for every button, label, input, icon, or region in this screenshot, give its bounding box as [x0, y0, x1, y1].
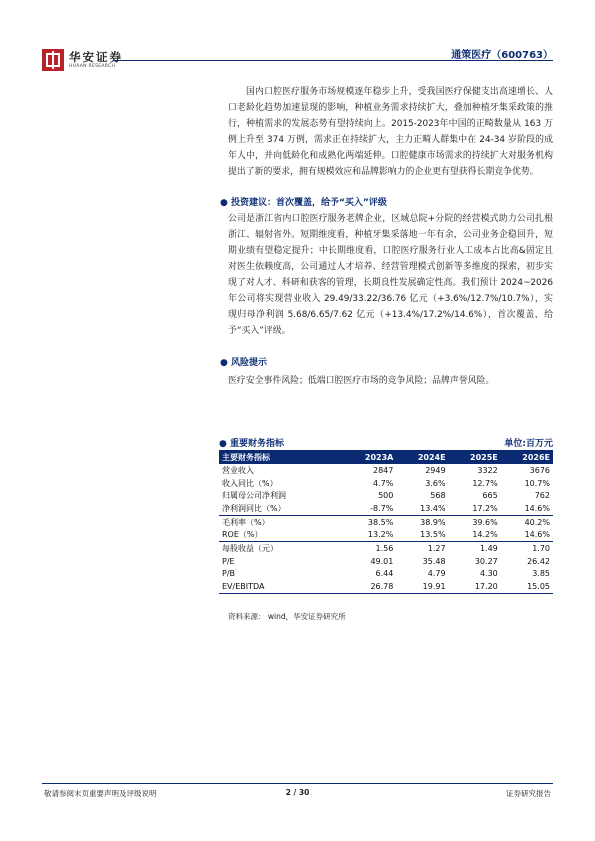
table-cell: 762 — [534, 491, 550, 501]
table-cell: 4.30 — [479, 569, 498, 579]
table-cell: 4.7% — [373, 478, 394, 488]
table-cell: 500 — [378, 491, 394, 501]
table-row — [219, 580, 553, 593]
table-cell: 15.05 — [501, 580, 553, 593]
risk-heading: ● 风险提示 — [220, 358, 268, 368]
table-cell: 19.91 — [396, 580, 448, 593]
table-row — [219, 528, 553, 541]
financial-table — [219, 450, 553, 594]
footer-divider — [42, 783, 553, 784]
advice-paragraph: 公司是浙江省内口腔医疗服务老牌企业，区域总院+分院的经营模式助力公司扎根浙江、辐射省外。短期维度看，种植牙集采落地一年有余，公司业务企稳回升，短期业绩有望稳定提升；中长期维度看，口腔医疗服务行业人工成本占比高&固定且对医生依赖度高，公司通过人才培养、经营管理模式创新等多维度的探索，初步实现了对人才、科研和获客的管理，长期良性发展确定性高。我们预计 2024~2026 年公司将实现营业收入 29.49/33.22/36.76 亿元（+3.6%/12.7%/10.7%），实现归母净利润 5.68/6.65/7.62 亿元（+13.4%/17.2%/14.6%），首次覆盖，给予“买入”评级。 — [228, 214, 553, 336]
table-header-row — [219, 450, 553, 464]
table-cell: 38.5% — [343, 515, 396, 528]
table-cell: 665 — [482, 491, 498, 501]
table-cell: 10.7% — [524, 478, 550, 488]
table-cell: 12.7% — [472, 478, 498, 488]
table-cell: 2949 — [425, 465, 446, 475]
logo-mark-icon — [42, 49, 64, 71]
header-divider — [113, 60, 553, 61]
risk-paragraph: 医疗安全事件风险；低端口腔医疗市场的竞争风险；品牌声誉风险。 — [228, 376, 495, 386]
table-row — [219, 515, 553, 528]
table-source: 资料来源： wind，华安证券研究所 — [228, 612, 346, 621]
table-cell: 49.01 — [370, 556, 394, 566]
table-cell: -8.7% — [370, 503, 394, 513]
row-label: 每股收益（元） — [219, 542, 343, 555]
table-cell: 14.2% — [472, 530, 498, 540]
table-header-cell: 2024E — [396, 450, 448, 464]
row-label: ROE（%） — [222, 530, 263, 540]
table-cell: 2847 — [372, 465, 394, 475]
footer-disclaimer: 敬请参阅末页重要声明及评级说明 — [44, 789, 157, 798]
table-cell: 13.2% — [367, 530, 394, 540]
table-cell: 6.44 — [375, 569, 394, 579]
table-row — [219, 502, 553, 515]
table-cell: 26.78 — [343, 580, 396, 593]
advice-heading-text: 投资建议：首次覆盖，给予“买入”评级 — [231, 198, 387, 208]
footer-doc-type: 证券研究报告 — [506, 789, 551, 798]
table-title: 重要财务指标 — [230, 439, 285, 449]
table-row — [219, 464, 553, 477]
table-cell: 4.79 — [427, 569, 446, 579]
table-header-cell: 2026E — [501, 450, 553, 464]
table-cell: 13.5% — [420, 530, 446, 540]
table-cell: 3.6% — [425, 478, 446, 488]
row-label: 收入同比（%） — [222, 478, 278, 488]
table-cell: 1.56 — [343, 542, 396, 555]
table-cell: 13.4% — [420, 503, 446, 513]
table-header-cell: 2023A — [343, 450, 396, 464]
table-heading: ● 重要财务指标 单位:百万元 — [219, 436, 553, 449]
table-row — [219, 489, 553, 502]
table-cell: 40.2% — [501, 515, 553, 528]
table-cell: 1.49 — [449, 542, 501, 555]
logo-english-name: HUAAN RESEARCH — [69, 63, 116, 69]
page-number: 2 / 30 — [285, 788, 310, 797]
row-label: 归属母公司净利润 — [222, 491, 286, 501]
table-cell: 17.2% — [472, 503, 498, 513]
table-cell: 3.85 — [532, 569, 550, 579]
table-cell: 568 — [430, 491, 446, 501]
table-cell: 38.9% — [396, 515, 448, 528]
table-cell: 35.48 — [422, 556, 446, 566]
industry-paragraph: 国内口腔医疗服务市场规模逐年稳步上升，受我国医疗保健支出高速增长、人口老龄化趋势加速显现的影响，种植业务需求持续扩大，叠加种植牙集采政策的推行，种植需求的发展态势有望持续向上。2015-2023年中国的正畸数量从 163 万例上升至 374 万例，需求正在持续扩大，主力正畸人群集中在 24-34 岁阶段的成年人中，并向低龄化和成熟化两端延伸。口腔健康市场需求的持续扩大对服务机构提出了新的要求，拥有规模效应和品牌影响力的企业更有望获得长期竞争优势。 — [228, 87, 553, 177]
row-label: 净利润同比（%） — [222, 503, 286, 513]
company-logo — [42, 49, 123, 71]
logo-chinese-name: 华安证券 — [69, 49, 123, 64]
table-cell: 1.27 — [396, 542, 448, 555]
row-label: P/E — [222, 556, 235, 566]
row-label: EV/EBITDA — [219, 580, 343, 593]
row-label: P/B — [222, 569, 236, 579]
table-cell: 26.42 — [527, 556, 550, 566]
table-cell: 14.6% — [524, 503, 550, 513]
report-company-title: 通策医疗（600763） — [451, 50, 553, 61]
table-cell: 30.27 — [474, 556, 498, 566]
table-cell: 17.20 — [449, 580, 501, 593]
table-cell: 39.6% — [449, 515, 501, 528]
table-cell: 1.70 — [501, 542, 553, 555]
table-cell: 14.6% — [524, 530, 550, 540]
table-row — [219, 477, 553, 490]
table-row — [219, 568, 553, 581]
row-label: 营业收入 — [222, 465, 254, 475]
table-header-cell: 2025E — [449, 450, 501, 464]
risk-heading-text: 风险提示 — [231, 358, 268, 368]
table-row — [219, 542, 553, 555]
row-label: 毛利率（%） — [219, 515, 343, 528]
table-cell: 3676 — [529, 465, 550, 475]
table-header-cell: 主要财务指标 — [219, 450, 343, 464]
table-cell: 3322 — [477, 465, 498, 475]
table-unit: 单位:百万元 — [504, 439, 553, 449]
advice-heading: ● 投资建议：首次覆盖，给予“买入”评级 — [220, 198, 387, 208]
table-row — [219, 555, 553, 568]
